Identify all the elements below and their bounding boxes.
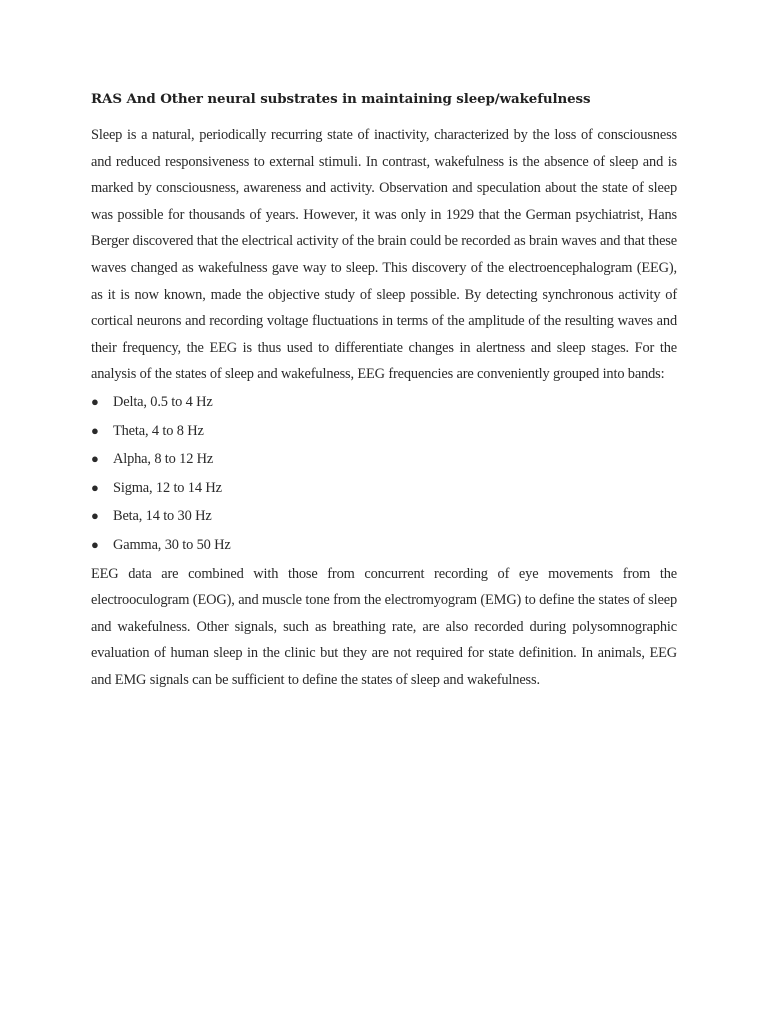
paragraph-signals: EEG data are combined with those from concurrent recording of eye movements from the electrooculogram (EOG), and muscle tone from the electromyogram (EMG) to define the states of sleep and wakefulness. Other signals, such as breathing rate, are also recorded during polysomnographic evaluation of human sleep in the clinic but they are not required for state definition. In animals, EEG and EMG signals can be sufficient to define the states of sleep and wakefulness.: [91, 565, 677, 688]
bullet-icon: ●: [91, 479, 99, 495]
bullet-icon: ●: [91, 451, 99, 467]
list-item-sigma: [91, 474, 677, 503]
bullet-icon: ●: [91, 393, 99, 409]
band-label: Alpha, 8 to 12 Hz: [113, 451, 214, 468]
band-label: Theta, 4 to 8 Hz: [113, 422, 204, 439]
document-body: [91, 89, 677, 693]
band-label: Beta, 14 to 30 Hz: [113, 508, 212, 525]
bullet-icon: ●: [91, 508, 99, 524]
list-item-theta: [91, 417, 677, 446]
list-item-alpha: [91, 445, 677, 474]
list-item-gamma: [91, 531, 677, 560]
list-item-delta: [91, 388, 677, 417]
band-label: Sigma, 12 to 14 Hz: [113, 479, 222, 496]
list-item-beta: [91, 502, 677, 531]
band-label: Delta, 0.5 to 4 Hz: [113, 393, 213, 410]
bullet-icon: ●: [91, 536, 99, 552]
eeg-band-list: [91, 388, 677, 560]
band-label: Gamma, 30 to 50 Hz: [113, 536, 231, 553]
document-title: RAS And Other neural substrates in maintaining sleep/wakefulness: [91, 91, 591, 107]
paragraph-intro: Sleep is a natural, periodically recurring state of inactivity, characterized by the loss of consciousness and reduced responsiveness to external stimuli. In contrast, wakefulness is the absence of sleep and is marked by consciousness, awareness and activity. Observation and speculation about the state of sleep was possible for thousands of years. However, it was only in 1929 that the German psychiatrist, Hans Berger discovered that the electrical activity of the brain could be recorded as brain waves and that these waves changed as wakefulness gave way to sleep. This discovery of the electroencephalogram (EEG), as it is now known, made the objective study of sleep possible. By detecting synchronous activity of cortical neurons and recording voltage fluctuations in terms of the amplitude of the resulting waves and their frequency, the EEG is thus used to differentiate changes in alertness and sleep stages. For the analysis of the states of sleep and wakefulness, EEG frequencies are conveniently grouped into bands:: [91, 127, 677, 383]
bullet-icon: ●: [91, 422, 99, 438]
